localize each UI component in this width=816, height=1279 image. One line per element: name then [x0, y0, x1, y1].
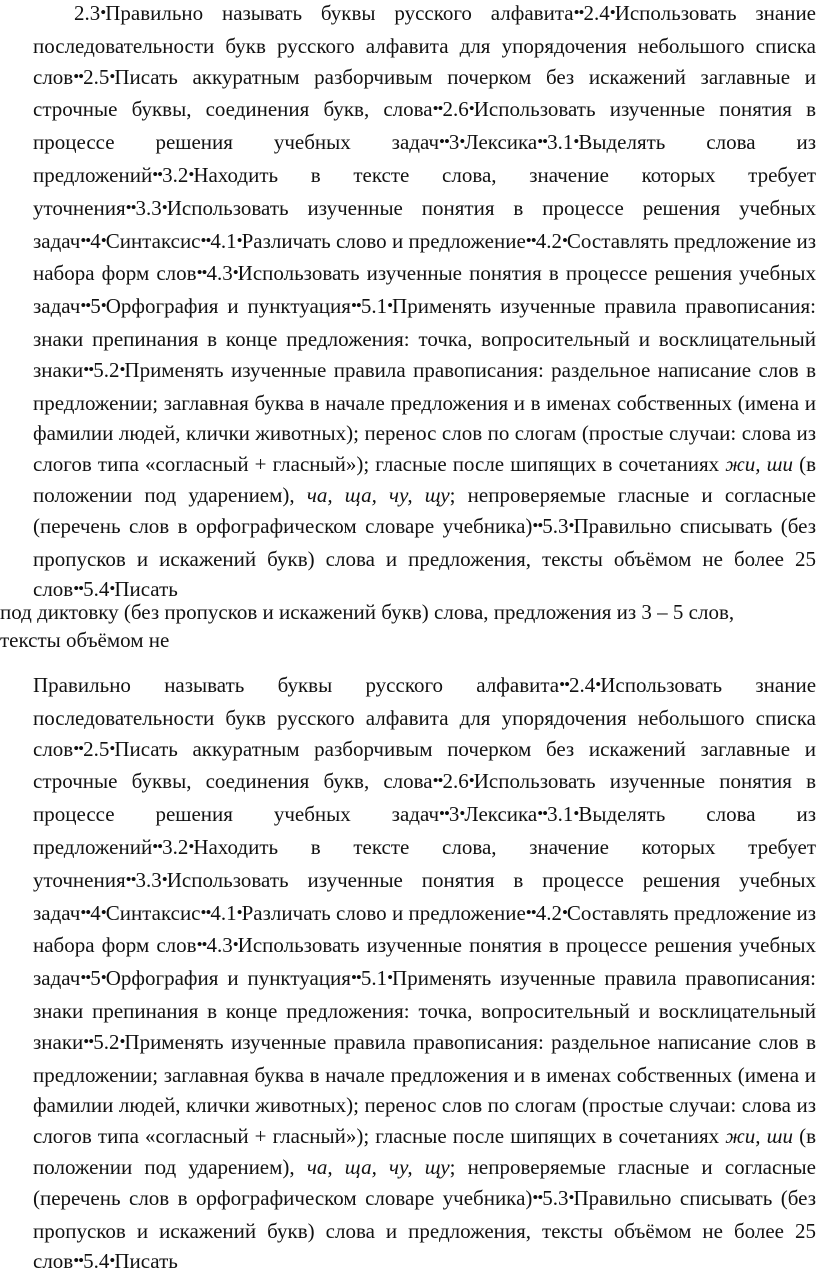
text-fragment: 4.1	[210, 228, 237, 253]
bullet-dot-icon: •	[109, 738, 115, 758]
text-fragment: 5.3	[542, 513, 569, 538]
text-fragment: 4.2	[535, 900, 562, 925]
text-fragment: 3.3	[135, 195, 162, 220]
text-fragment: Писать	[114, 577, 178, 602]
text-fragment: 5.1	[360, 966, 388, 991]
text-fragment: Орфография и пунктуация	[105, 294, 351, 319]
bullet-dot-icon: ••	[196, 935, 207, 955]
text-fragment: Составлять предложение из набора форм слов	[33, 900, 816, 958]
text-fragment: Писать аккуратным разборчивым почерком без искажений заглавные и строчные буквы, соединения букв, слова	[33, 736, 816, 794]
text-fragment: Правильно называть буквы русского алфавита	[33, 673, 560, 697]
text-fragment: 2.5	[83, 736, 110, 761]
text-fragment: 4.3	[206, 933, 233, 958]
bullet-dot-icon: ••	[196, 263, 207, 283]
bullet-dot-icon: •	[232, 263, 238, 283]
text-fragment: Применять изученные правила правописания: раздельное написание слов в предложении; заглавная буква в начале предложения и в именах собственных (имена и фамилии людей, клички животных); перенос слов по слогам (простые случаи: слова из слогов типа «согласный + гласный»); гласные после шипящих в сочетаниях	[33, 1029, 816, 1149]
text-fragment: Синтаксис	[105, 900, 201, 925]
bullet-dot-icon: ••	[80, 902, 91, 922]
text-fragment: Использовать изученные понятия в процессе решения учебных задач	[33, 195, 816, 253]
bullet-dot-icon: ••	[439, 132, 449, 152]
bullet-dot-icon: •	[387, 296, 393, 316]
text-fragment: 3.3	[135, 867, 162, 892]
text-fragment: 4	[90, 228, 101, 253]
text-fragment: ; непроверяемые гласные и согласные (перечень слов в орфографическом словаре учебника)	[33, 482, 816, 538]
text-fragment: 5.4	[83, 1249, 110, 1274]
text-fragment: Правильно называть буквы русского алфавита	[105, 1, 574, 25]
text-fragment: 5	[90, 966, 101, 991]
bullet-dot-icon: •	[609, 3, 615, 22]
text-fragment: Лексика	[464, 802, 538, 827]
text-fragment: Правильно списывать (без пропусков и искажений букв) слова и предложения, тексты объёмом не более 25 слов	[33, 1185, 816, 1274]
bullet-dot-icon: ••	[573, 3, 584, 22]
text-fragment: Применять изученные правила правописания: раздельное написание слов в предложении; заглавная буква в начале предложения и в именах собственных (имена и фамилии людей, клички животных); перенос слов по слогам (простые случаи: слова из слогов типа «согласный + гласный»); гласные после шипящих в сочетаниях	[33, 357, 816, 477]
bullet-dot-icon: ••	[152, 836, 163, 856]
bullet-dot-icon: •	[236, 230, 242, 250]
bullet-dot-icon: •	[100, 902, 106, 922]
text-fragment: Составлять предложение из набора форм слов	[33, 228, 816, 286]
text-fragment: Использовать изученные понятия в процессе решения учебных задач	[33, 97, 816, 155]
bullet-dot-icon: •	[109, 66, 115, 86]
text-fragment: 5.4	[83, 577, 110, 602]
text-fragment: Различать слово и предложение	[241, 900, 526, 925]
text-fragment: 4.3	[206, 261, 233, 286]
text-fragment: Использовать знание последовательности букв русского алфавита для упорядочения небольшого списка слов	[33, 1, 816, 89]
bullet-dot-icon: ••	[73, 579, 84, 599]
text-fragment: Использовать изученные понятия в процессе решения учебных задач	[33, 261, 816, 319]
bullet-dot-icon: •	[459, 132, 465, 152]
bullet-dot-icon: •	[119, 1031, 125, 1051]
bullet-dot-icon: ••	[83, 359, 94, 379]
bullet-dot-icon: ••	[125, 869, 136, 889]
text-fragment: ; непроверяемые гласные и согласные (перечень слов в орфографическом словаре учебника)	[33, 1154, 816, 1210]
text-fragment: 2.4	[569, 673, 596, 697]
bullet-dot-icon: ••	[200, 902, 211, 922]
text-fragment: 4	[90, 900, 101, 925]
bullet-dot-icon: •	[109, 579, 115, 599]
bullet-dot-icon: ••	[73, 66, 84, 86]
bullet-dot-icon: •	[568, 515, 574, 535]
bullet-dot-icon: ••	[80, 296, 91, 316]
bullet-dot-icon: ••	[152, 164, 163, 184]
text-fragment: Использовать изученные понятия в процессе решения учебных задач	[33, 933, 816, 991]
bullet-dot-icon: ••	[80, 230, 91, 250]
text-fragment: Применять изученные правила правописания: знаки препинания в конце предложения: точка, вопросительный и восклицательный знаки	[33, 294, 816, 382]
bullet-dot-icon: •	[100, 296, 106, 316]
bullet-dot-icon: ••	[125, 197, 136, 217]
text-fragment: Находить в тексте слова, значение которых требует уточнения	[33, 834, 816, 892]
bullet-dot-icon: ••	[537, 804, 548, 824]
text-fragment: Использовать изученные понятия в процессе решения учебных задач	[33, 769, 816, 827]
text-fragment: Выделять слова из предложений	[33, 802, 816, 859]
text-fragment: 3	[448, 130, 460, 155]
text-fragment: Применять изученные правила правописания: знаки препинания в конце предложения: точка, вопросительный и восклицательный знаки	[33, 966, 816, 1054]
bullet-dot-icon: •	[595, 675, 601, 694]
tail-line-first: под диктовку (без пропусков и искажений букв) слова, предложения из 3 – 5 слов,	[0, 600, 735, 624]
text-fragment: 2.6	[442, 97, 469, 122]
text-fragment: 2.6	[442, 769, 469, 794]
bullet-dot-icon: ••	[537, 132, 548, 152]
bullet-dot-icon: ••	[525, 902, 536, 922]
text-fragment: (в положении под ударением),	[33, 1124, 816, 1179]
text-fragment: 3.1	[547, 130, 574, 155]
bullet-dot-icon: ••	[525, 230, 536, 250]
bullet-dot-icon: ••	[559, 675, 570, 694]
bullet-dot-icon: •	[119, 359, 125, 379]
italic-fragment: ча, ща, чу, щу	[306, 482, 450, 507]
text-fragment: 3.2	[162, 834, 189, 859]
text-fragment: (в положении под ударением),	[33, 452, 816, 507]
bullet-dot-icon: •	[100, 968, 106, 988]
text-fragment: 5.2	[93, 357, 120, 382]
italic-fragment: жи, ши	[725, 1124, 793, 1149]
bullet-dot-icon: •	[188, 164, 194, 184]
bullet-dot-icon: ••	[432, 771, 443, 791]
bullet-dot-icon: ••	[83, 1031, 94, 1051]
bullet-dot-icon: •	[561, 230, 567, 250]
text-fragment: 2.4	[583, 1, 610, 25]
text-fragment: 3.1	[547, 802, 574, 827]
bullet-dot-icon: ••	[200, 230, 211, 250]
bullet-dot-icon: •	[573, 804, 579, 824]
text-fragment: 2.3	[74, 1, 101, 25]
bullet-dot-icon: •	[468, 771, 474, 791]
bullet-dot-icon: •	[109, 1251, 115, 1271]
text-fragment: Находить в тексте слова, значение которых требует уточнения	[33, 162, 816, 220]
text-fragment: Писать	[114, 1249, 178, 1274]
text-fragment: Писать аккуратным разборчивым почерком без искажений заглавные и строчные буквы, соединения букв, слова	[33, 64, 816, 122]
bullet-dot-icon: ••	[439, 804, 449, 824]
bullet-dot-icon: •	[161, 197, 167, 217]
text-fragment: 4.1	[210, 900, 237, 925]
bullet-dot-icon: ••	[532, 515, 543, 535]
bullet-dot-icon: ••	[350, 968, 361, 988]
text-fragment: 3.2	[162, 162, 189, 187]
text-fragment: 5	[90, 294, 101, 319]
text-fragment: Лексика	[464, 130, 538, 155]
text-fragment: 5.2	[93, 1029, 120, 1054]
bullet-dot-icon: •	[161, 869, 167, 889]
bullet-dot-icon: •	[468, 99, 474, 119]
bullet-dot-icon: •	[573, 132, 579, 152]
text-block-second	[33, 670, 816, 1279]
bullet-dot-icon: •	[459, 804, 465, 824]
bullet-dot-icon: •	[568, 1187, 574, 1207]
text-fragment: 4.2	[535, 228, 562, 253]
bullet-dot-icon: •	[188, 836, 194, 856]
bullet-dot-icon: •	[236, 902, 242, 922]
bullet-dot-icon: •	[387, 968, 393, 988]
text-block-first	[33, 0, 816, 607]
text-fragment: 2.5	[83, 64, 110, 89]
text-fragment: Орфография и пунктуация	[105, 966, 351, 991]
bullet-dot-icon: •	[232, 935, 238, 955]
italic-fragment: ча, ща, чу, щу	[306, 1154, 450, 1179]
text-fragment: 5.3	[542, 1185, 569, 1210]
text-fragment: Использовать изученные понятия в процессе решения учебных задач	[33, 867, 816, 925]
text-fragment: 3	[448, 802, 460, 827]
bullet-dot-icon: •	[561, 902, 567, 922]
bullet-dot-icon: ••	[432, 99, 443, 119]
bullet-dot-icon: ••	[73, 1251, 84, 1271]
bullet-dot-icon: •	[100, 3, 106, 22]
text-fragment: Различать слово и предложение	[241, 228, 526, 253]
tail-line-second: тексты объёмом не	[0, 628, 170, 652]
text-fragment: Использовать знание последовательности букв русского алфавита для упорядочения небольшого списка слов	[33, 673, 816, 761]
bullet-dot-icon: •	[100, 230, 106, 250]
text-fragment: Синтаксис	[105, 228, 201, 253]
bullet-dot-icon: ••	[80, 968, 91, 988]
bullet-dot-icon: ••	[532, 1187, 543, 1207]
bullet-dot-icon: ••	[350, 296, 361, 316]
text-fragment: Выделять слова из предложений	[33, 130, 816, 187]
text-fragment: 5.1	[360, 294, 388, 319]
text-fragment: Правильно списывать (без пропусков и искажений букв) слова и предложения, тексты объёмом не более 25 слов	[33, 513, 816, 602]
italic-fragment: жи, ши	[725, 452, 793, 477]
bullet-dot-icon: ••	[73, 738, 84, 758]
